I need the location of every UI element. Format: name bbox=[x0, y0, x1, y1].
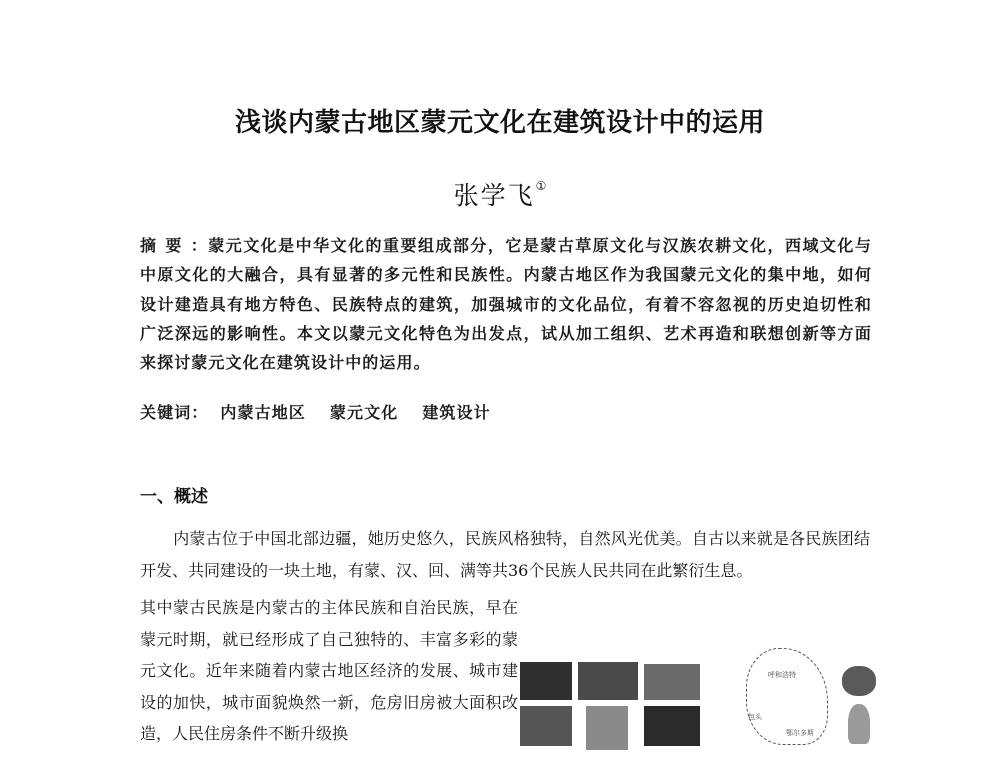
paragraph-text: 内蒙古位于中国北部边疆，她历史悠久，民族风格独特，自然风光优美。自古以来就是各民族团结开发、共同建设的一块土地，有蒙、汉、回、满等共36个民族人民共同在此繁衍生息。 bbox=[140, 529, 870, 580]
paper-title: 浅谈内蒙古地区蒙元文化在建筑设计中的运用 bbox=[234, 108, 765, 138]
body-paragraph-wrapped: 其中蒙古民族是内蒙古的主体民族和自治民族，早在蒙元时期，就已经形成了自己独特的、丰富多彩的蒙元文化。近年来随着内蒙古地区经济的发展、城市建设的加快，城市面貌焕然一新，危房旧房被大面积改造，人民住房条件不断升级换 bbox=[140, 598, 518, 743]
figure-collage bbox=[520, 640, 882, 759]
keywords-label: 关键词： bbox=[140, 403, 209, 422]
figure-photo bbox=[578, 662, 638, 700]
map-label: 呼和浩特 bbox=[768, 671, 796, 679]
figure-photo bbox=[520, 662, 572, 700]
figure-photo bbox=[586, 706, 628, 750]
author-footnote-mark: ① bbox=[535, 179, 547, 193]
keywords bbox=[140, 400, 491, 423]
author-name: 张学飞 bbox=[453, 181, 535, 210]
figure-photo bbox=[644, 706, 700, 746]
section-heading: 一、概述 bbox=[140, 487, 208, 507]
map-label: 包头 bbox=[748, 713, 762, 721]
body-paragraph bbox=[140, 523, 870, 586]
author bbox=[0, 176, 1000, 212]
figure-map bbox=[738, 640, 830, 759]
keyword: 内蒙古地区 bbox=[220, 403, 306, 422]
abstract-text: ：蒙元文化是中华文化的重要组成部分，它是蒙古草原文化与汉族农耕文化，西域文化与中原文化的大融合，具有显著的多元性和民族性。内蒙古地区作为我国蒙元文化的集中地，如何设计建造具有地方特色、民族特点的建筑，加强城市的文化品位，有着不容忽视的历史迫切性和广泛深远的影响性。本文以蒙元文化特色为出发点，试从加工组织、艺术再造和联想创新等方面来探讨蒙元文化在建筑设计中的运用。 bbox=[140, 236, 872, 373]
figure-photo bbox=[848, 704, 870, 744]
abstract bbox=[140, 231, 872, 377]
map-label: 鄂尔多斯 bbox=[786, 729, 814, 737]
figure-photo bbox=[520, 706, 572, 746]
keyword: 蒙元文化 bbox=[329, 403, 399, 422]
abstract-label: 摘要 bbox=[140, 236, 191, 255]
keyword: 建筑设计 bbox=[422, 403, 491, 422]
figure-photo bbox=[644, 664, 700, 700]
figure-photo bbox=[842, 666, 876, 696]
